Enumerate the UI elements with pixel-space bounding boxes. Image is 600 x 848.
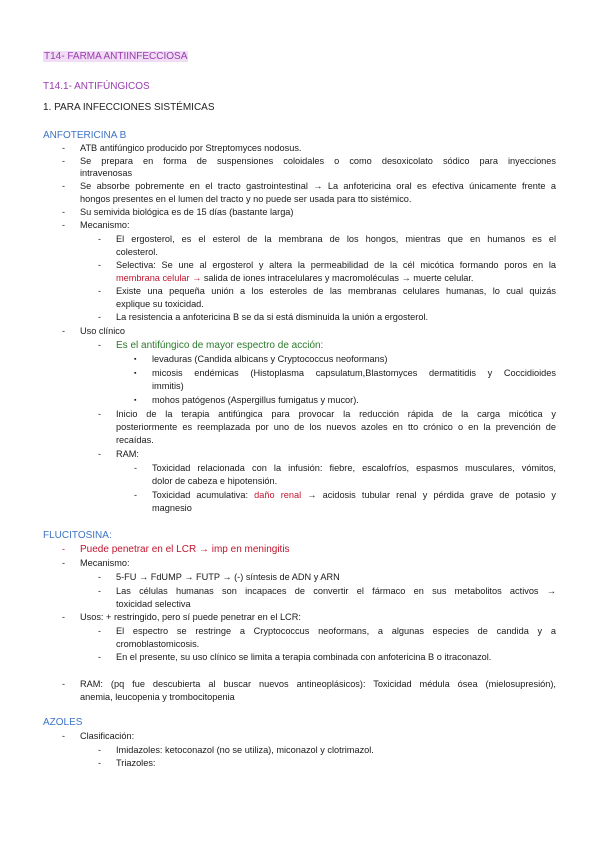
- list-bullet: -: [62, 181, 65, 191]
- list-item: Selectiva: Se une al ergosterol y altera la permeabilidad de la cél micótica formando poros en la: [116, 260, 556, 270]
- list-item: intravenosas: [80, 168, 133, 178]
- list-bullet: -: [134, 490, 137, 500]
- list-bullet: -: [62, 156, 65, 166]
- list-item: Puede penetrar en el LCR → imp en meningitis: [80, 544, 290, 555]
- list-bullet: -: [98, 409, 101, 419]
- list-item-text: Toxicidad acumulativa:: [152, 490, 255, 500]
- highlight-text: membrana celular →: [116, 273, 202, 283]
- list-item: En el presente, su uso clínico se limita a terapia combinada con anfotericina B o itraconazol.: [116, 652, 492, 662]
- list-item: Su semivida biológica es de 15 días (bastante larga): [80, 207, 294, 217]
- list-bullet: -: [62, 612, 65, 622]
- list-bullet: -: [98, 234, 101, 244]
- list-item: Clasificación:: [80, 731, 135, 741]
- list-item: cromoblastomicosis.: [116, 639, 200, 649]
- list-item: Mecanismo:: [80, 220, 130, 230]
- list-item: RAM: (pq fue descubierta al buscar nuevos antineoplásicos): Toxicidad médula ósea (mielosupresión),: [80, 679, 556, 689]
- list-bullet: -: [62, 143, 65, 153]
- list-item: immitis): [152, 381, 184, 391]
- list-bullet: -: [98, 286, 101, 296]
- list-item: Inicio de la terapia antifúngica para provocar la reducción rápida de la carga micótica y: [116, 409, 556, 419]
- list-bullet: -: [62, 558, 65, 568]
- square-bullet-icon: ▪: [134, 370, 137, 377]
- list-item: Toxicidad relacionada con la infusión: fiebre, escalofríos, espasmos musculares, vómitos,: [152, 463, 556, 473]
- list-item: recaídas.: [116, 435, 154, 445]
- list-bullet: -: [134, 463, 137, 473]
- list-item: Existe una pequeña unión a los esteroles de las membranas celulares humanas, lo cual quizás: [116, 286, 556, 296]
- list-bullet: -: [62, 731, 65, 741]
- list-bullet: -: [62, 679, 65, 689]
- list-item: mohos patógenos (Aspergillus fumigatus y mucor).: [152, 395, 359, 405]
- list-item: [152, 490, 556, 501]
- list-bullet: -: [62, 207, 65, 217]
- list-bullet: -: [62, 326, 65, 336]
- list-item: Se absorbe pobremente en el tracto gastrointestinal → La anfotericina oral es efectiva únicamente frente a: [80, 181, 556, 191]
- drug-heading-anfotericina: ANFOTERICINA B: [43, 130, 127, 141]
- list-item: Usos: + restringido, pero sí puede penetrar en el LCR:: [80, 612, 301, 622]
- list-item: [116, 273, 473, 284]
- list-item: Uso clínico: [80, 326, 125, 336]
- list-item: micosis endémicas (Histoplasma capsulatum,Blastomyces dermatitidis y Coccidioides: [152, 368, 556, 378]
- square-bullet-icon: ▪: [134, 397, 137, 404]
- list-bullet: -: [98, 745, 101, 755]
- list-bullet: -: [98, 572, 101, 582]
- list-item: Es el antifúngico de mayor espectro de acción:: [116, 340, 324, 351]
- list-item: 5-FU → FdUMP → FUTP → (-) síntesis de ADN y ARN: [116, 572, 340, 582]
- list-item: toxicidad selectiva: [116, 599, 191, 609]
- list-bullet: -: [98, 626, 101, 636]
- list-bullet: -: [98, 449, 101, 459]
- list-item: RAM:: [116, 449, 139, 459]
- list-item: hongos presentes en el lumen del tracto y no puede ser usada para tto sistémico.: [80, 194, 412, 204]
- list-item: dolor de cabeza e hipotensión.: [152, 476, 278, 486]
- list-item: Mecanismo:: [80, 558, 130, 568]
- list-item: posteriormente es reemplazada por uno de los nuevos azoles en tto crónico o en la prevención de: [116, 422, 556, 432]
- drug-heading-azoles: AZOLES: [43, 717, 83, 728]
- list-item: colesterol.: [116, 247, 158, 257]
- list-item: Triazoles:: [116, 758, 156, 768]
- list-bullet: -: [98, 340, 101, 350]
- list-bullet: -: [62, 220, 65, 230]
- list-item: anemia, leucopenia y trombocitopenia: [80, 692, 235, 702]
- list-item-text: → acidosis tubular renal y pérdida grave de potasio y: [301, 490, 557, 500]
- list-item: Imidazoles: ketoconazol (no se utiliza), miconazol y clotrimazol.: [116, 745, 374, 755]
- section-subtitle: T14.1- ANTIFÚNGICOS: [43, 81, 150, 92]
- document-title: T14- FARMA ANTIINFECCIOSA: [44, 51, 188, 62]
- list-item: explique su toxicidad.: [116, 299, 204, 309]
- list-bullet: -: [98, 652, 101, 662]
- list-item: levaduras (Candida albicans y Cryptococcus neoformans): [152, 354, 388, 364]
- list-item: ATB antifúngico producido por Streptomyces nodosus.: [80, 143, 302, 153]
- list-item: El espectro se restringe a Cryptococcus neoformans, a algunas especies de candida y a: [116, 626, 556, 636]
- list-bullet: -: [98, 586, 101, 596]
- list-item-text: salida de iones intracelulares y macromoléculas → muerte celular.: [201, 273, 474, 283]
- section-heading: 1. PARA INFECCIONES SISTÉMICAS: [43, 102, 215, 113]
- list-bullet: -: [98, 312, 101, 322]
- list-item: El ergosterol, es el esterol de la membrana de los hongos, mientras que en humanos es el: [116, 234, 556, 244]
- square-bullet-icon: ▪: [134, 356, 137, 363]
- list-bullet: -: [98, 758, 101, 768]
- list-bullet: -: [62, 544, 65, 554]
- list-item: Las células humanas son incapaces de convertir el fármaco en sus metabolitos activos →: [116, 586, 556, 596]
- list-item: Se prepara en forma de suspensiones coloidales o como desoxicolato sódico para inyecciones: [80, 156, 556, 166]
- list-item: magnesio: [152, 503, 192, 513]
- list-item: La resistencia a anfotericina B se da si está disminuida la unión a ergosterol.: [116, 312, 429, 322]
- highlight-text: daño renal: [254, 490, 302, 500]
- list-bullet: -: [98, 260, 101, 270]
- drug-heading-flucitosina: FLUCITOSINA:: [43, 530, 112, 541]
